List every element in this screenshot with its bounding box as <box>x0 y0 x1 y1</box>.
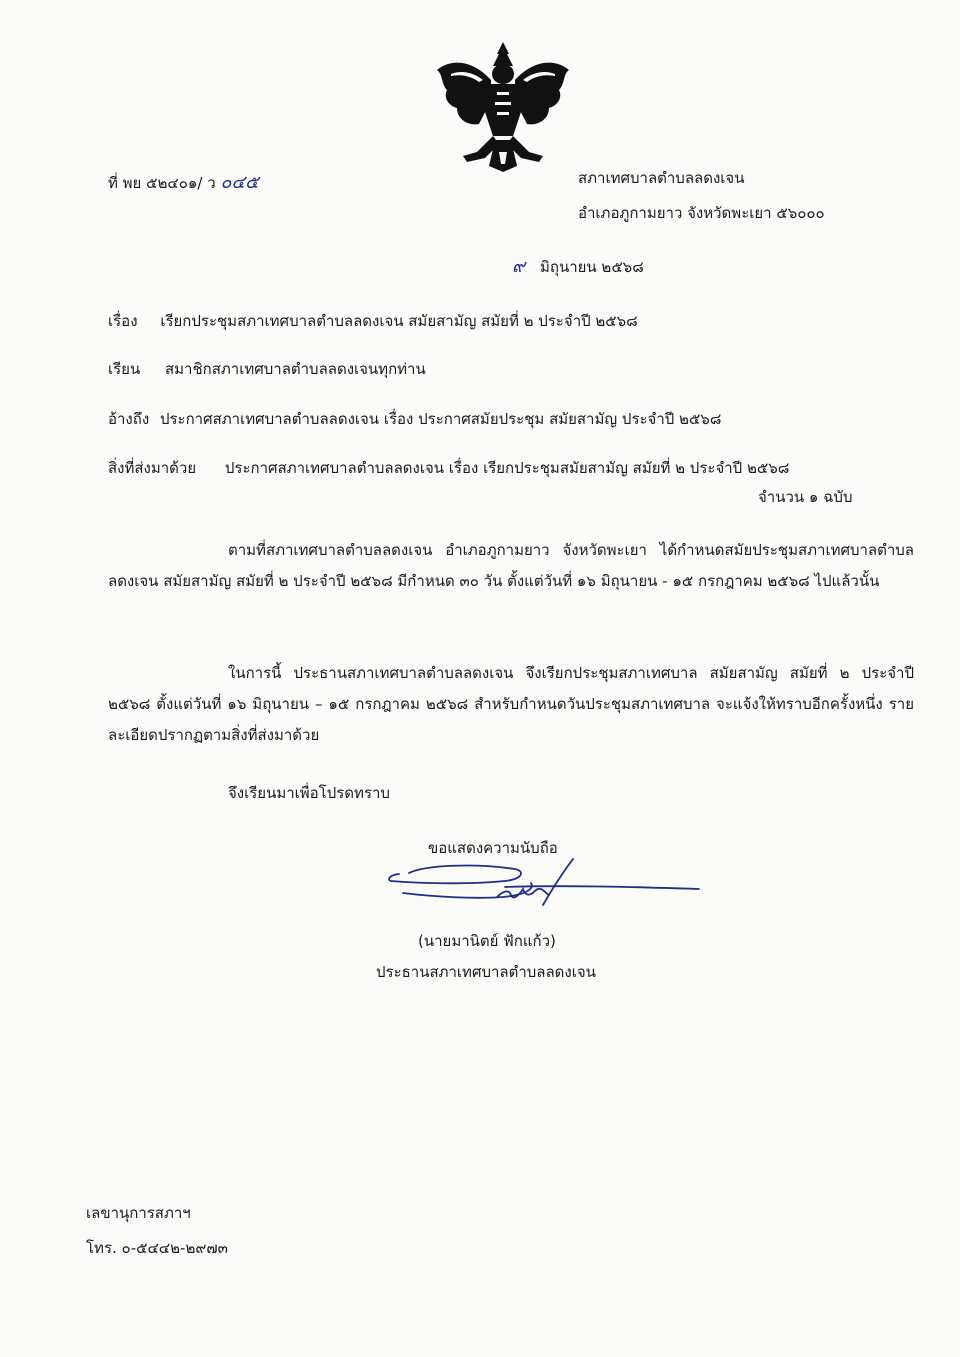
letter-date <box>512 256 644 278</box>
reference-number-handwritten: ๐๔๕ <box>220 172 259 193</box>
subject-label: เรื่อง <box>108 312 138 330</box>
reference-label: อ้างถึง <box>108 410 150 428</box>
closing-line: จึงเรียนมาเพื่อโปรดทราบ <box>228 784 390 802</box>
reference-number-prefix: ที่ พย ๕๒๔๐๑/ ว <box>108 174 216 192</box>
recipient-label: เรียน <box>108 360 141 378</box>
body-paragraph-1 <box>108 535 914 597</box>
body-paragraph-1-text: ตามที่สภาเทศบาลตำบลลดงเจน อำเภอภูกามยาว จังหวัดพะเยา ได้กำหนดสมัยประชุมสภาเทศบาลตำบลลดงเจน สมัยสามัญ สมัยที่ ๒ ประจำปี ๒๕๖๘ มีกำหนด ๓๐ วัน ตั้งแต่วันที่ ๑๖ มิถุนายน - ๑๕ กรกฎาคม ๒๕๖๘ ไปแล้วนั้น <box>108 541 914 590</box>
signer-position: ประธานสภาเทศบาลตำบลลดงเจน <box>376 963 596 981</box>
enclosure-label: สิ่งที่ส่งมาด้วย <box>108 459 197 477</box>
regards-text: ขอแสดงความนับถือ <box>428 839 558 857</box>
enclosure-text: ประกาศสภาเทศบาลตำบลลดงเจน เรื่อง เรียกประชุมสมัยสามัญ สมัยที่ ๒ ประจำปี ๒๕๖๘ <box>224 459 790 477</box>
footer-phone: โทร. ๐-๕๔๔๒-๒๙๗๓ <box>86 1239 228 1257</box>
date-month-year: มิถุนายน ๒๕๖๘ <box>539 258 644 276</box>
reference-text: ประกาศสภาเทศบาลตำบลลดงเจน เรื่อง ประกาศสมัยประชุม สมัยสามัญ ประจำปี ๒๕๖๘ <box>159 410 722 428</box>
footer-office: เลขานุการสภาฯ <box>86 1204 191 1222</box>
sender-organization: สภาเทศบาลตำบลลดงเจน <box>578 169 745 187</box>
body-paragraph-2-text: ในการนี้ ประธานสภาเทศบาลตำบลลดงเจน จึงเรียกประชุมสภาเทศบาล สมัยสามัญ สมัยที่ ๒ ประจำปี ๒๕๖๘ ตั้งแต่วันที่ ๑๖ มิถุนายน – ๑๕ กรกฎาคม ๒๕๖๘ สำหรับกำหนดวันประชุมสภาเทศบาล จะแจ้งให้ทราบอีกครั้งหนึ่ง รายละเอียดปรากฏตามสิ่งที่ส่งมาด้วย <box>108 664 914 744</box>
enclosure-line <box>108 457 789 479</box>
reference-line <box>108 408 721 430</box>
handwritten-signature <box>385 855 705 915</box>
reference-number <box>108 172 259 194</box>
garuda-emblem-icon <box>433 40 573 175</box>
subject-text: เรียกประชุมสภาเทศบาลตำบลลดงเจน สมัยสามัญ สมัยที่ ๒ ประจำปี ๒๕๖๘ <box>160 312 638 330</box>
sender-address: อำเภอภูกามยาว จังหวัดพะเยา ๕๖๐๐๐ <box>578 204 825 222</box>
date-day-handwritten: ๙ <box>512 256 526 277</box>
enclosure-count: จำนวน ๑ ฉบับ <box>758 488 853 506</box>
signer-name: (นายมานิตย์ ฟักแก้ว) <box>418 932 556 950</box>
recipient-line <box>108 358 426 380</box>
body-paragraph-2 <box>108 658 914 751</box>
subject-line <box>108 310 638 332</box>
recipient-text: สมาชิกสภาเทศบาลตำบลลดงเจนทุกท่าน <box>165 360 426 378</box>
